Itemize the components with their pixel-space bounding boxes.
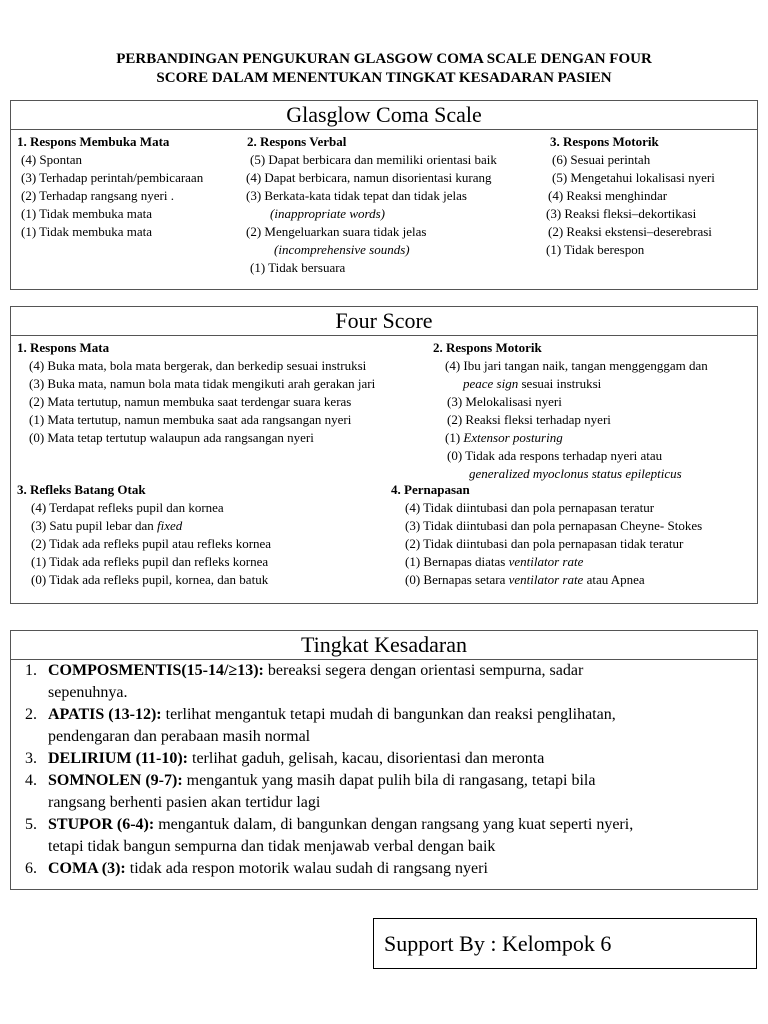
four-motor-item <box>433 429 708 447</box>
four-motor-item: (2) Reaksi fleksi terhadap nyeri <box>447 412 611 427</box>
four-respiration-text: atau Apnea <box>583 572 645 587</box>
gcs-motor-item: (3) Reaksi fleksi–dekortikasi <box>546 206 697 221</box>
gcs-eye-item: (1) Tidak membuka mata <box>21 224 153 239</box>
list-item-text: terlihat mengantuk tetapi mudah di bangunkan dan reaksi penglihatan, <box>161 706 616 723</box>
consciousness-level-title: Tingkat Kesadaran <box>11 631 757 660</box>
list-item-text: pendengaran dan perabaan masih normal <box>48 728 311 745</box>
four-motor-item <box>433 375 708 393</box>
four-brainstem-heading: 3. Refleks Batang Otak <box>17 482 146 497</box>
gcs-verbal-item: (2) Mengeluarkan suara tidak jelas <box>246 224 427 239</box>
four-brainstem-item: (0) Tidak ada refleks pupil, kornea, dan batuk <box>31 572 269 587</box>
four-motor-item: (4) Ibu jari tangan naik, tangan menggenggam dan <box>445 358 708 373</box>
list-item-text: sepenuhnya. <box>48 684 128 701</box>
consciousness-level-box <box>10 630 758 890</box>
list-item-term: SOMNOLEN (9-7): <box>48 772 183 789</box>
gcs-motor-item: (5) Mengetahui lokalisasi nyeri <box>552 170 715 185</box>
list-item-term: DELIRIUM (11-10): <box>48 750 188 767</box>
gcs-eye-item: (4) Spontan <box>21 152 83 167</box>
gcs-eye-heading: 1. Respons Membuka Mata <box>17 134 170 149</box>
gcs-box <box>10 100 758 290</box>
four-respiration-text: (0) Bernapas setara <box>405 572 509 587</box>
gcs-verbal-item: (inappropriate words) <box>270 206 385 221</box>
gcs-eye-item: (3) Terhadap perintah/pembicaraan <box>21 170 204 185</box>
four-eye-item: (0) Mata tetap tertutup walaupun ada rangsangan nyeri <box>29 430 314 445</box>
four-respiration-item: (4) Tidak diintubasi dan pola pernapasan teratur <box>405 500 655 515</box>
four-motor-text: sesuai instruksi <box>518 376 602 391</box>
list-item-number: 3. <box>25 750 37 767</box>
four-respiration-italic: ventilator rate <box>508 572 584 587</box>
four-eye-item: (4) Buka mata, bola mata bergerak, dan berkedip sesuai instruksi <box>29 358 367 373</box>
gcs-verbal-item: (5) Dapat berbicara dan memiliki orientasi baik <box>250 152 497 167</box>
list-item-text: rangsang berhenti pasien akan tertidur lagi <box>48 794 321 811</box>
four-motor-item: (0) Tidak ada respons terhadap nyeri atau <box>447 448 663 463</box>
four-brainstem-italic: fixed <box>157 518 183 533</box>
four-motor-item: generalized myoclonus status epilepticus <box>469 466 682 481</box>
gcs-eye-item: (2) Terhadap rangsang nyeri . <box>21 188 174 203</box>
four-brainstem-item: (4) Terdapat refleks pupil dan kornea <box>31 500 224 515</box>
four-respiration-item <box>391 553 702 571</box>
gcs-motor-heading: 3. Respons Motorik <box>550 134 659 149</box>
four-score-box <box>10 306 758 604</box>
four-brainstem-column <box>17 481 271 589</box>
consciousness-level-list <box>11 660 757 880</box>
list-item-term: COMPOSMENTIS(15-14/≥13): <box>48 662 264 679</box>
list-item <box>11 814 757 858</box>
list-item-text: tetapi tidak bangun sempurna dan tidak menjawab verbal dengan baik <box>48 838 496 855</box>
four-respiration-item: (3) Tidak diintubasi dan pola pernapasan Cheyne- Stokes <box>405 518 703 533</box>
gcs-motor-item: (2) Reaksi ekstensi–deserebrasi <box>548 224 712 239</box>
gcs-verbal-column <box>246 133 497 277</box>
list-item-text: tidak ada respon motorik walau sudah di rangsang nyeri <box>125 860 488 877</box>
four-respiration-text: (1) Bernapas diatas <box>405 554 509 569</box>
four-respiration-item: (2) Tidak diintubasi dan pola pernapasan tidak teratur <box>405 536 684 551</box>
list-item-text: terlihat gaduh, gelisah, kacau, disorientasi dan meronta <box>188 750 545 767</box>
four-respiration-item <box>391 571 702 589</box>
gcs-verbal-item: (incomprehensive sounds) <box>274 242 410 257</box>
four-brainstem-item <box>17 517 271 535</box>
four-eye-heading: 1. Respons Mata <box>17 340 110 355</box>
four-motor-column <box>433 339 708 483</box>
gcs-motor-column <box>546 133 715 259</box>
title-line-2: SCORE DALAM MENENTUKAN TINGKAT KESADARAN PASIEN <box>156 70 612 86</box>
four-motor-italic: Extensor posturing <box>463 430 563 445</box>
list-item <box>11 748 757 770</box>
four-brainstem-text: (3) Satu pupil lebar dan <box>31 518 157 533</box>
four-respiration-heading: 4. Pernapasan <box>391 482 470 497</box>
gcs-motor-item: (6) Sesuai perintah <box>552 152 651 167</box>
list-item-text: bereaksi segera dengan orientasi sempurna, sadar <box>263 662 584 679</box>
four-eye-item: (3) Buka mata, namun bola mata tidak mengikuti arah gerakan jari <box>29 376 376 391</box>
gcs-motor-item: (4) Reaksi menghindar <box>548 188 668 203</box>
gcs-title: Glasglow Coma Scale <box>11 101 757 130</box>
four-brainstem-item: (2) Tidak ada refleks pupil atau refleks kornea <box>31 536 272 551</box>
gcs-eye-item: (1) Tidak membuka mata <box>21 206 153 221</box>
list-item <box>11 704 757 748</box>
list-item-text: mengantuk yang masih dapat pulih bila di rangasang, tetapi bila <box>182 772 596 789</box>
list-item-term: COMA (3): <box>48 860 126 877</box>
gcs-verbal-heading: 2. Respons Verbal <box>247 134 347 149</box>
gcs-motor-item: (1) Tidak berespon <box>546 242 645 257</box>
four-brainstem-item: (1) Tidak ada refleks pupil dan refleks kornea <box>31 554 269 569</box>
four-eye-item: (2) Mata tertutup, namun membuka saat terdengar suara keras <box>29 394 352 409</box>
document-title <box>0 50 768 88</box>
list-item-text: mengantuk dalam, di bangunkan dengan rangsang yang kuat seperti nyeri, <box>154 816 634 833</box>
four-motor-italic: peace sign <box>463 376 519 391</box>
list-item-number: 4. <box>25 772 37 789</box>
four-motor-heading: 2. Respons Motorik <box>433 340 542 355</box>
four-motor-text: (1) <box>445 430 464 445</box>
four-eye-item: (1) Mata tertutup, namun membuka saat ada rangsangan nyeri <box>29 412 352 427</box>
list-item <box>11 660 757 704</box>
list-item-term: APATIS (13-12): <box>48 706 162 723</box>
list-item-number: 1. <box>25 662 37 679</box>
gcs-verbal-item: (3) Berkata-kata tidak tepat dan tidak jelas <box>246 188 467 203</box>
list-item <box>11 770 757 814</box>
four-eye-column <box>17 339 375 447</box>
gcs-verbal-item: (1) Tidak bersuara <box>250 260 346 275</box>
four-respiration-column <box>391 481 702 589</box>
list-item-term: STUPOR (6-4): <box>48 816 155 833</box>
list-item-number: 6. <box>25 860 37 877</box>
gcs-eye-column <box>17 133 203 241</box>
title-line-1: PERBANDINGAN PENGUKURAN GLASGOW COMA SCALE DENGAN FOUR <box>116 51 652 67</box>
support-credit: Support By : Kelompok 6 <box>373 918 757 969</box>
four-motor-item: (3) Melokalisasi nyeri <box>447 394 562 409</box>
gcs-verbal-item: (4) Dapat berbicara, namun disorientasi kurang <box>246 170 492 185</box>
four-score-title: Four Score <box>11 307 757 336</box>
four-respiration-italic: ventilator rate <box>508 554 584 569</box>
list-item-number: 2. <box>25 706 37 723</box>
list-item <box>11 858 757 880</box>
list-item-number: 5. <box>25 816 37 833</box>
